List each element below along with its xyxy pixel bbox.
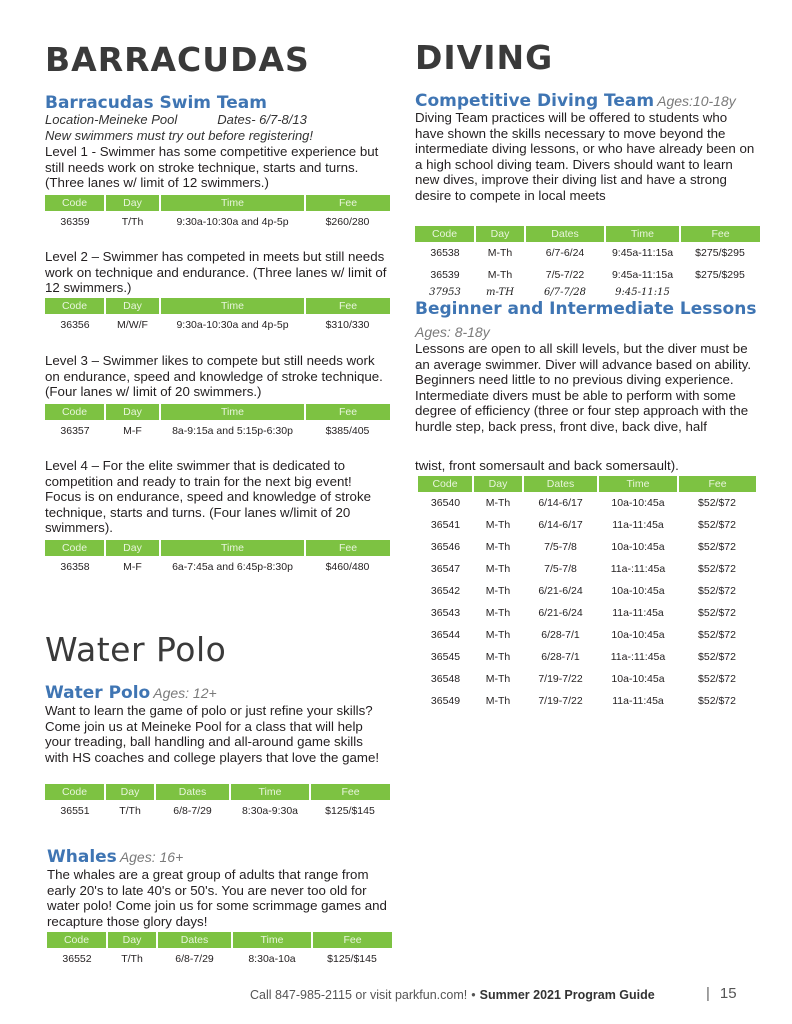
fee-cell: $52/$72	[698, 651, 736, 663]
time-cell: 10a-10:45a	[611, 673, 665, 685]
day-cell: M-F	[123, 561, 142, 573]
whales-description: The whales are a great group of adults that range from early 20's to late 40's or 50's. You are never too old for water polo! Come join us for some scrimmage games and recapture those glory days!	[47, 867, 387, 929]
day-cell: M-Th	[485, 497, 511, 509]
table-row	[45, 211, 390, 233]
code-cell: 36358	[60, 561, 90, 573]
fee-cell: $275/$295	[695, 247, 745, 259]
dates-cell: 6/14-6/17	[538, 497, 583, 509]
lessons-ages: Ages: 8-18y	[415, 324, 490, 340]
table-header-row	[415, 226, 760, 242]
competitive-diving-program-title	[415, 91, 736, 111]
code-cell: 36541	[430, 519, 461, 531]
column-header: Dates	[525, 226, 605, 242]
dates-cell: 7/19-7/22	[538, 695, 583, 707]
competitive-diving-schedule-table	[415, 226, 760, 298]
barracudas-heading: BARRACUDAS	[45, 40, 310, 79]
table-header-row	[418, 476, 756, 492]
column-header: Day	[105, 195, 160, 211]
day-cell: M-Th	[487, 269, 513, 281]
dates-cell: 6/14-6/17	[538, 519, 583, 531]
table-row	[45, 556, 390, 578]
handwritten-time: 9:45-11:15	[615, 286, 670, 298]
table-header-row	[45, 784, 390, 800]
column-header: Dates	[155, 784, 230, 800]
level-1-schedule-table	[45, 195, 390, 233]
column-header: Day	[473, 476, 523, 492]
barracudas-program-title: Barracudas Swim Team	[45, 93, 267, 113]
footer	[250, 988, 655, 1002]
fee-cell: $52/$72	[698, 497, 736, 509]
level-1-description: Level 1 - Swimmer has some competitive experience but still needs work on stroke technique, starts and turns. (Three lanes w/ limit of 12 swimmers.)	[45, 144, 379, 190]
code-cell: 36552	[62, 953, 92, 965]
table-row	[415, 242, 760, 264]
dates-cell: 7/5-7/8	[544, 541, 577, 553]
fee-cell: $460/480	[325, 561, 370, 573]
code-cell: 36551	[60, 805, 90, 817]
dates-cell: 6/8-7/29	[175, 953, 214, 965]
handwritten-fee	[680, 286, 760, 298]
time-cell: 10a-10:45a	[611, 497, 665, 509]
code-cell: 36544	[430, 629, 461, 641]
dates-cell: 6/28-7/1	[541, 629, 580, 641]
barracudas-dates: Dates- 6/7-8/13	[217, 112, 307, 127]
column-header: Time	[160, 298, 305, 314]
day-cell: M-Th	[485, 607, 511, 619]
column-header: Code	[45, 540, 105, 556]
column-header: Code	[47, 932, 107, 948]
level-3-description: Level 3 – Swimmer likes to compete but still needs work on endurance, speed and knowledge of stroke technique. (Four lanes w/ limit of 20 swimmers.)	[45, 353, 383, 399]
table-header-row	[45, 298, 390, 314]
dates-cell: 7/19-7/22	[538, 673, 583, 685]
column-header: Day	[105, 784, 155, 800]
table-row	[45, 800, 390, 822]
code-cell: 36357	[60, 425, 90, 437]
column-header: Time	[232, 932, 312, 948]
dates-cell: 7/5-7/8	[544, 563, 577, 575]
level-3-schedule-table	[45, 404, 390, 442]
column-header: Fee	[310, 784, 390, 800]
day-cell: M-Th	[485, 563, 511, 575]
diving-heading: DIVING	[415, 38, 554, 77]
level-2-description: Level 2 – Swimmer has competed in meets but still needs work on technique and endurance. (Three lanes w/ limit of 12 swimmers.)	[45, 249, 387, 295]
fee-cell: $275/$295	[695, 269, 745, 281]
column-header: Fee	[305, 540, 390, 556]
fee-cell: $385/405	[325, 425, 370, 437]
page-number-block	[706, 985, 737, 1002]
time-cell: 8a-9:15a and 5:15p-6:30p	[172, 425, 293, 437]
column-header: Time	[598, 476, 678, 492]
day-cell: T/Th	[121, 953, 143, 965]
dates-cell: 6/8-7/29	[173, 805, 212, 817]
column-header: Time	[160, 404, 305, 420]
column-header: Time	[605, 226, 680, 242]
table-row	[418, 602, 756, 624]
dates-cell: 6/7-6/24	[545, 247, 585, 259]
day-cell: M-F	[123, 425, 142, 437]
table-row	[418, 690, 756, 712]
day-cell: M-Th	[485, 673, 511, 685]
table-row	[418, 536, 756, 558]
fee-cell: $310/330	[325, 319, 370, 331]
time-cell: 9:30a-10:30a and 4p-5p	[176, 319, 289, 331]
fee-cell: $52/$72	[698, 541, 736, 553]
table-row	[418, 492, 756, 514]
handwritten-row	[415, 286, 760, 298]
dates-cell: 6/21-6/24	[538, 607, 583, 619]
dates-cell: 7/5-7/22	[545, 269, 585, 281]
level-4-schedule-table	[45, 540, 390, 578]
table-row	[45, 314, 390, 336]
table-row	[47, 948, 392, 970]
level-2-schedule-table	[45, 298, 390, 336]
day-cell: T/Th	[119, 805, 141, 817]
fee-cell: $125/$145	[327, 953, 377, 965]
lessons-description-tail: twist, front somersault and back somersault).	[415, 458, 679, 473]
code-cell: 36548	[430, 673, 461, 685]
dates-cell: 6/28-7/1	[541, 651, 580, 663]
time-cell: 10a-10:45a	[611, 541, 665, 553]
handwritten-code: 37953	[429, 286, 461, 298]
day-cell: M/W/F	[117, 319, 148, 331]
water-polo-program-title	[45, 683, 217, 703]
column-header: Day	[475, 226, 525, 242]
footer-guide-title: Summer 2021 Program Guide	[479, 988, 655, 1002]
table-row	[418, 558, 756, 580]
time-cell: 11a-11:45a	[612, 519, 664, 531]
competitive-diving-ages: Ages:10-18y	[657, 93, 736, 109]
handwritten-day: m-TH	[486, 286, 514, 298]
lessons-table-body	[418, 492, 756, 712]
column-header: Code	[415, 226, 475, 242]
handwritten-dates: 6/7-7/28	[544, 286, 586, 298]
fee-cell: $52/$72	[698, 629, 736, 641]
level-4-description: Level 4 – For the elite swimmer that is dedicated to competition and ready to train for the next big event! Focus is on endurance, speed and knowledge of stroke technique, starts and turns. (Four lanes w/limit of 20 swimmers).	[45, 458, 371, 535]
whales-program-title	[47, 847, 183, 867]
water-polo-schedule-table	[45, 784, 390, 822]
table-header-row	[45, 404, 390, 420]
column-header: Fee	[305, 195, 390, 211]
day-cell: M-Th	[485, 651, 511, 663]
column-header: Time	[230, 784, 310, 800]
code-cell: 36540	[430, 497, 461, 509]
table-row	[418, 580, 756, 602]
time-cell: 10a-10:45a	[611, 629, 665, 641]
table-header-row	[45, 195, 390, 211]
time-cell: 6a-7:45a and 6:45p-8:30p	[172, 561, 293, 573]
barracudas-location: Location-Meineke Pool	[45, 112, 178, 127]
column-header: Fee	[678, 476, 756, 492]
time-cell: 11a-:11:45a	[610, 563, 666, 575]
table-header-row	[45, 540, 390, 556]
table-row	[45, 420, 390, 442]
column-header: Fee	[680, 226, 760, 242]
column-header: Fee	[305, 404, 390, 420]
day-cell: M-Th	[487, 247, 513, 259]
lessons-description: Lessons are open to all skill levels, but the diver must be an average swimmer. Diver will advance based on ability. Beginners need little to no previous diving experience. Intermediate divers must be able to perform with some degree of efficiency (three or four step approach with the hurdle step, back press, front dive, back dive, half	[415, 341, 752, 434]
day-cell: M-Th	[485, 585, 511, 597]
code-cell: 36538	[430, 247, 460, 259]
column-header: Time	[160, 195, 305, 211]
time-cell: 10a-10:45a	[611, 585, 665, 597]
code-cell: 36542	[430, 585, 461, 597]
competitive-diving-title: Competitive Diving Team	[415, 91, 655, 111]
code-cell: 36549	[430, 695, 461, 707]
table-row	[418, 514, 756, 536]
column-header: Day	[105, 540, 160, 556]
barracudas-location-dates	[45, 112, 307, 127]
barracudas-tryout-note: New swimmers must try out before registering!	[45, 128, 314, 143]
day-cell: T/Th	[121, 216, 144, 228]
column-header: Time	[160, 540, 305, 556]
day-cell: M-Th	[485, 695, 511, 707]
code-cell: 36539	[430, 269, 460, 281]
code-cell: 36546	[430, 541, 461, 553]
time-cell: 11a-:11:45a	[610, 651, 666, 663]
fee-cell: $125/$145	[325, 805, 375, 817]
code-cell: 36543	[430, 607, 461, 619]
water-polo-title: Water Polo	[45, 683, 151, 703]
lessons-program-title: Beginner and Intermediate Lessons	[415, 299, 757, 319]
time-cell: 8:30a-10a	[248, 953, 296, 965]
fee-cell: $260/280	[325, 216, 370, 228]
water-polo-heading: Water Polo	[45, 630, 227, 669]
table-row	[418, 646, 756, 668]
whales-title: Whales	[47, 847, 117, 867]
fee-cell: $52/$72	[698, 607, 736, 619]
whales-schedule-table	[47, 932, 392, 970]
table-row	[418, 668, 756, 690]
whales-ages: Ages: 16+	[119, 849, 184, 865]
column-header: Code	[45, 404, 105, 420]
dates-cell: 6/21-6/24	[538, 585, 583, 597]
competitive-diving-description: Diving Team practices will be offered to students who have shown the skills necessary to move beyond the intermediate diving lessons, or who have already been on a high school diving team. Divers should want to learn new dives, improve their diving list and have a strong desire to compete in local meets	[415, 110, 755, 203]
column-header: Fee	[305, 298, 390, 314]
column-header: Dates	[523, 476, 598, 492]
fee-cell: $52/$72	[698, 673, 736, 685]
water-polo-description: Want to learn the game of polo or just refine your skills? Come join us at Meineke Pool for a class that will help your treading, ball handling and all-around game skills with HS coaches and college players that love the game!	[45, 703, 380, 765]
day-cell: M-Th	[485, 519, 511, 531]
fee-cell: $52/$72	[698, 563, 736, 575]
fee-cell: $52/$72	[698, 585, 736, 597]
footer-bullet: •	[471, 988, 476, 1002]
day-cell: M-Th	[485, 541, 511, 553]
time-cell: 11a-11:45a	[612, 695, 664, 707]
time-cell: 11a-11:45a	[612, 607, 664, 619]
table-header-row	[47, 932, 392, 948]
column-header: Code	[45, 298, 105, 314]
time-cell: 8:30a-9:30a	[241, 805, 299, 817]
column-header: Day	[107, 932, 157, 948]
table-row	[415, 264, 760, 286]
column-header: Day	[105, 404, 160, 420]
time-cell: 9:30a-10:30a and 4p-5p	[176, 216, 289, 228]
code-cell: 36356	[60, 319, 90, 331]
page-separator: |	[706, 985, 710, 1002]
footer-contact: Call 847-985-2115 or visit parkfun.com!	[250, 988, 468, 1002]
column-header: Code	[45, 784, 105, 800]
lessons-schedule-table	[418, 476, 756, 712]
code-cell: 36545	[430, 651, 461, 663]
column-header: Code	[418, 476, 473, 492]
column-header: Day	[105, 298, 160, 314]
code-cell: 36359	[60, 216, 90, 228]
column-header: Dates	[157, 932, 232, 948]
time-cell: 9:45a-11:15a	[611, 247, 674, 259]
table-row	[418, 624, 756, 646]
column-header: Fee	[312, 932, 392, 948]
code-cell: 36547	[430, 563, 461, 575]
water-polo-ages: Ages: 12+	[153, 685, 217, 701]
fee-cell: $52/$72	[698, 695, 736, 707]
page-number: 15	[719, 985, 737, 1002]
column-header: Code	[45, 195, 105, 211]
time-cell: 9:45a-11:15a	[611, 269, 674, 281]
fee-cell: $52/$72	[698, 519, 736, 531]
day-cell: M-Th	[485, 629, 511, 641]
